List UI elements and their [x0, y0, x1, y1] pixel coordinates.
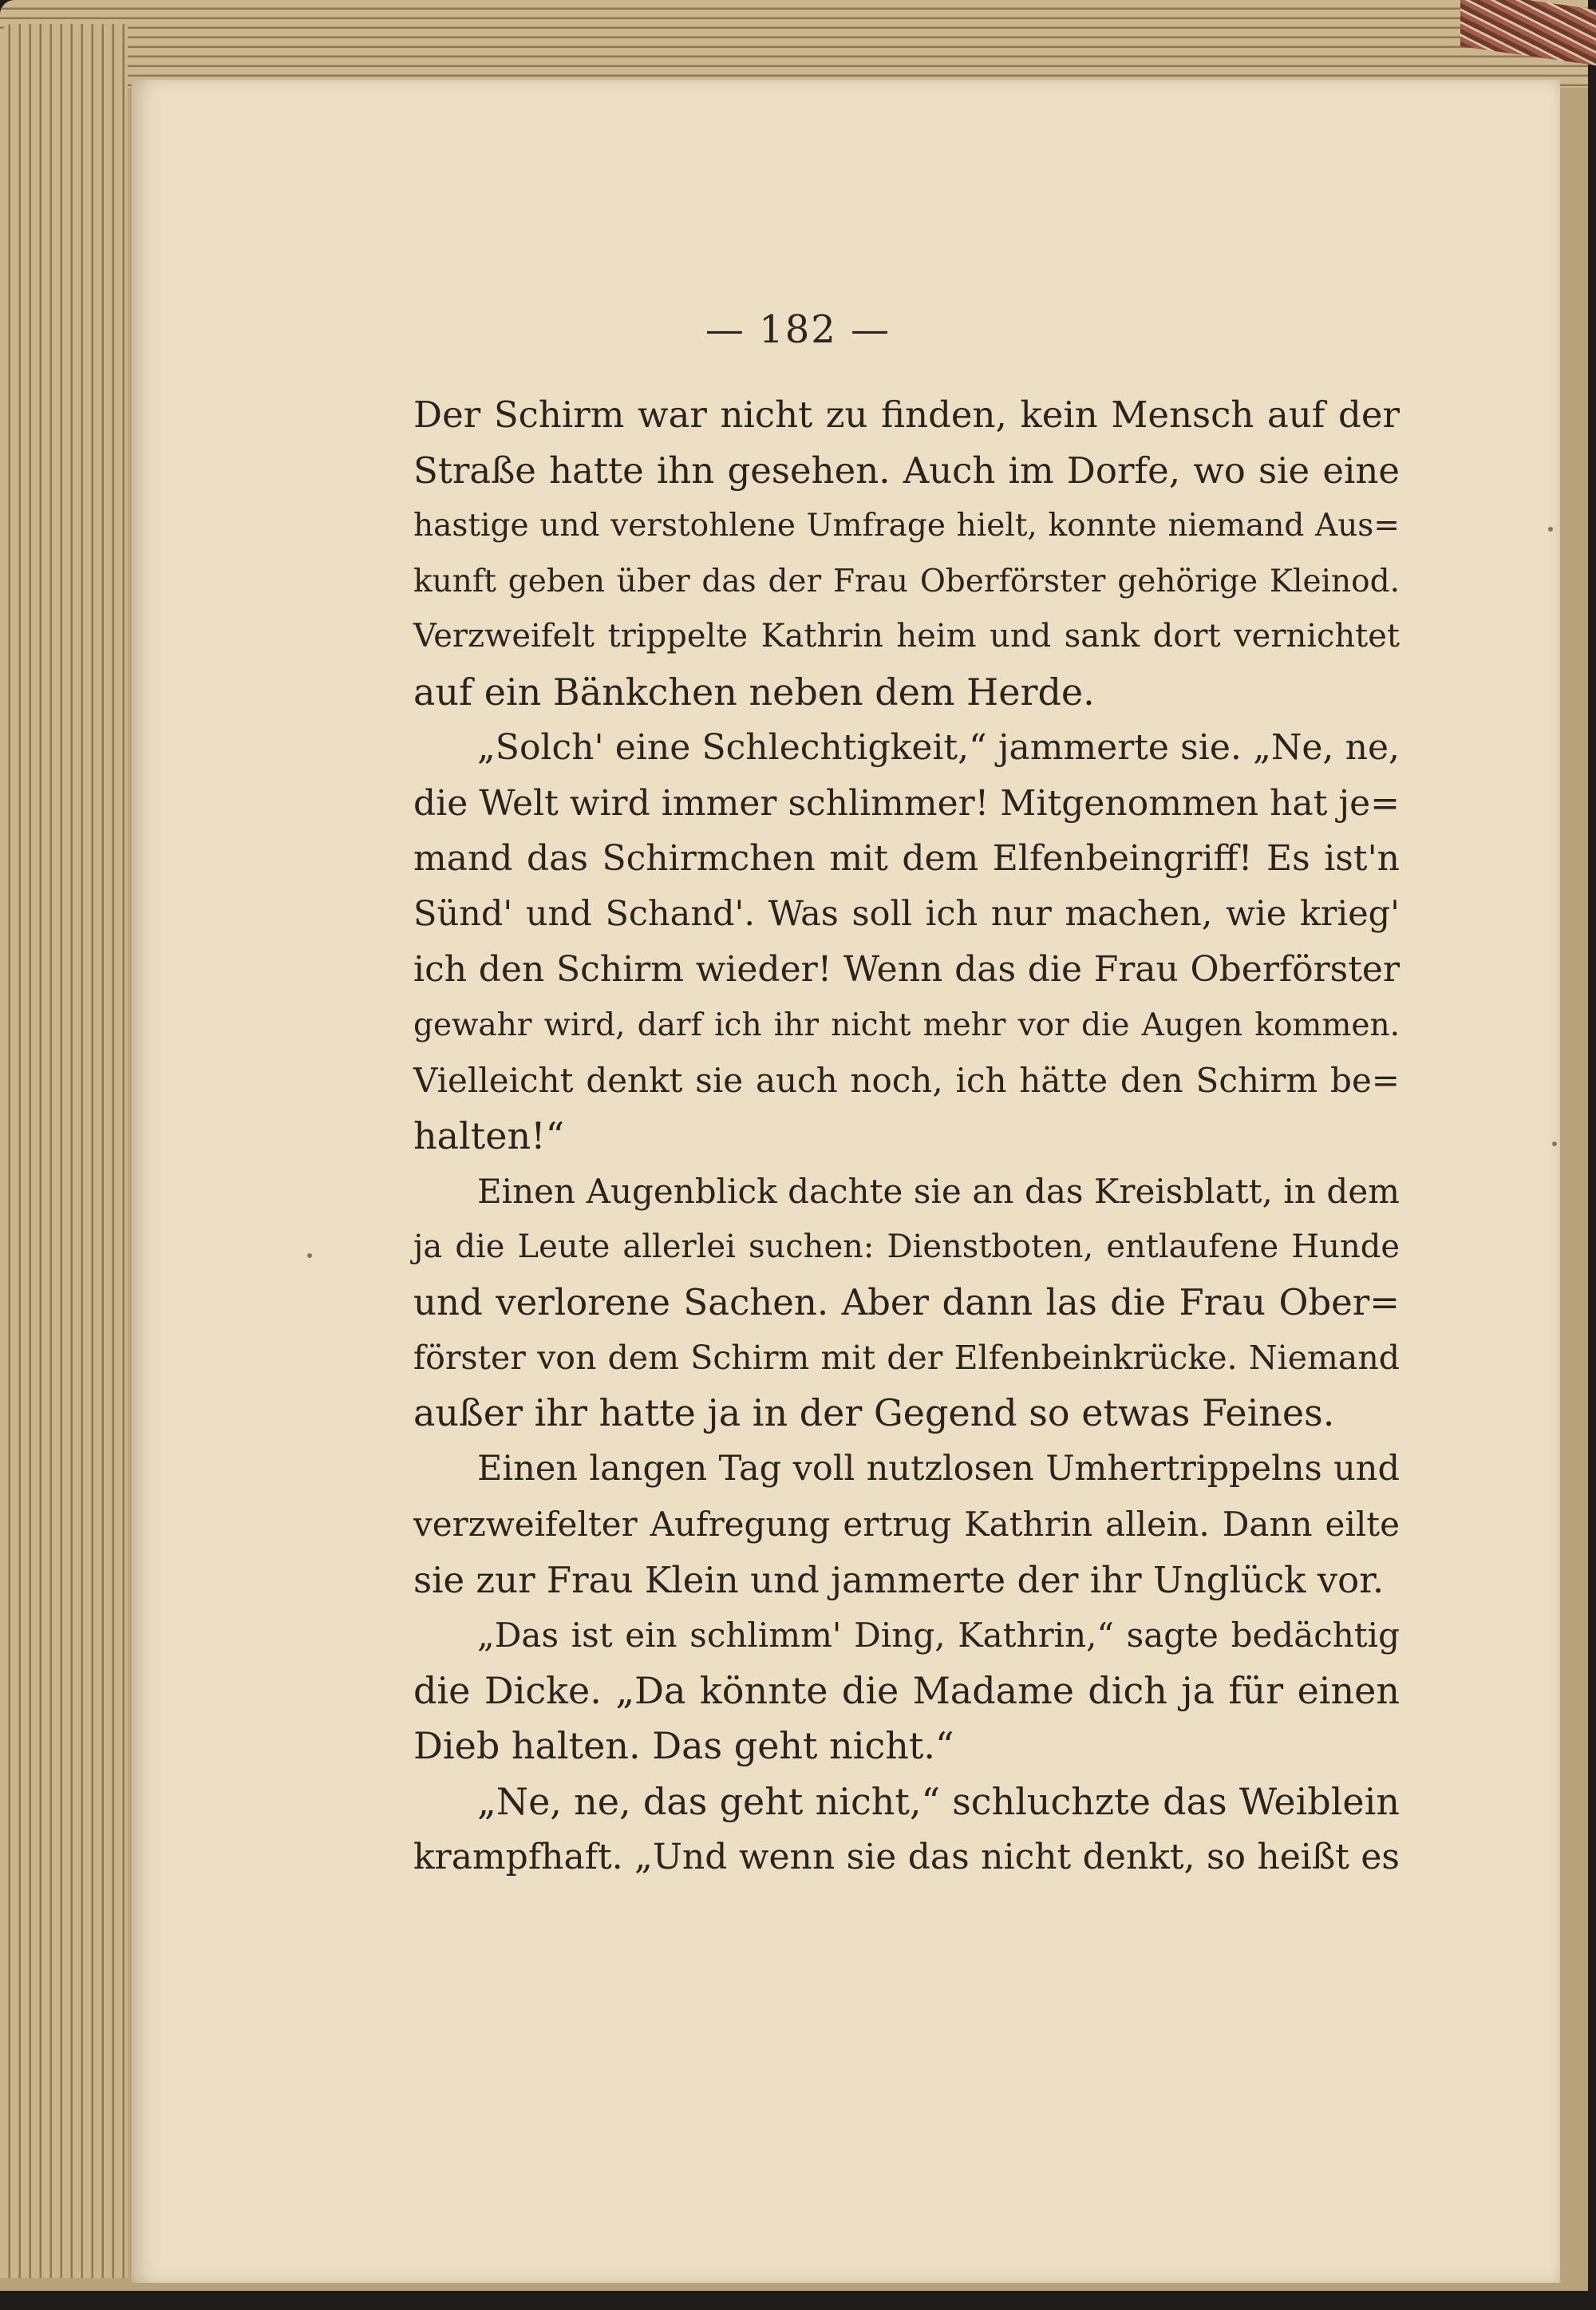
text-line: Verzweifelt trippelte Kathrin heim und sank dort vernichtet: [413, 618, 1400, 655]
text-line: ich den Schirm wieder! Wenn das die Frau Oberförster: [413, 949, 1400, 990]
body-text: [413, 387, 1400, 1885]
text-line: Dieb halten. Das geht nicht.“: [413, 1724, 954, 1767]
left-page-stack: [0, 24, 128, 2278]
text-line: Vielleicht denkt sie auch noch, ich hätte den Schirm be=: [413, 1061, 1400, 1100]
text-line: förster von dem Schirm mit der Elfenbeinkrücke. Niemand: [413, 1338, 1400, 1377]
text-line: Einen Augenblick dachte sie an das Kreisblatt, in dem: [477, 1172, 1400, 1211]
text-line: Straße hatte ihn gesehen. Auch im Dorfe, wo sie eine: [413, 449, 1400, 492]
text-line: auf ein Bänkchen neben dem Herde.: [413, 670, 1095, 714]
text-line: halten!“: [413, 1113, 565, 1157]
text-line: Der Schirm war nicht zu finden, kein Mensch auf der: [413, 394, 1400, 436]
text-line: „Ne, ne, das geht nicht,“ schluchzte das Weiblein: [477, 1779, 1400, 1823]
page-number: — 182 —: [705, 307, 891, 352]
paper-speck: [1548, 527, 1553, 532]
text-line: und verlorene Sachen. Aber dann las die Frau Ober=: [413, 1281, 1400, 1323]
text-line: krampfhaft. „Und wenn sie das nicht denkt, so heißt es: [413, 1837, 1400, 1877]
text-line: die Welt wird immer schlimmer! Mitgenommen hat je=: [413, 782, 1400, 824]
text-line: sie zur Frau Klein und jammerte der ihr Unglück vor.: [413, 1558, 1385, 1601]
paper-speck: [307, 1253, 312, 1258]
text-line: hastige und verstohlene Umfrage hielt, konnte niemand Aus=: [413, 508, 1400, 544]
text-line: Sünd' und Schand'. Was soll ich nur machen, wie krieg': [413, 893, 1400, 934]
text-line: Einen langen Tag voll nutzlosen Umhertrippelns und: [477, 1448, 1400, 1489]
text-line: die Dicke. „Da könnte die Madame dich ja für einen: [413, 1668, 1400, 1712]
text-line: verzweifelter Aufregung ertrug Kathrin allein. Dann eilte: [413, 1505, 1400, 1544]
text-line: außer ihr hatte ja in der Gegend so etwas Feines.: [413, 1391, 1335, 1434]
text-line: gewahr wird, darf ich ihr nicht mehr vor die Augen kommen.: [413, 1007, 1400, 1043]
text-line: ja die Leute allerlei suchen: Dienstboten, entlaufene Hunde: [413, 1228, 1400, 1265]
top-page-stack: [0, 0, 1588, 88]
text-line: kunft geben über das der Frau Oberförster gehörige Kleinod.: [413, 563, 1400, 599]
text-line: „Das ist ein schlimm' Ding, Kathrin,“ sagte bedächtig: [477, 1616, 1400, 1655]
text-line: mand das Schirmchen mit dem Elfenbeingriff! Es ist'n: [413, 838, 1400, 879]
paper-speck: [1552, 1141, 1557, 1146]
text-line: „Solch' eine Schlechtigkeit,“ jammerte sie. „Ne, ne,: [477, 727, 1400, 768]
